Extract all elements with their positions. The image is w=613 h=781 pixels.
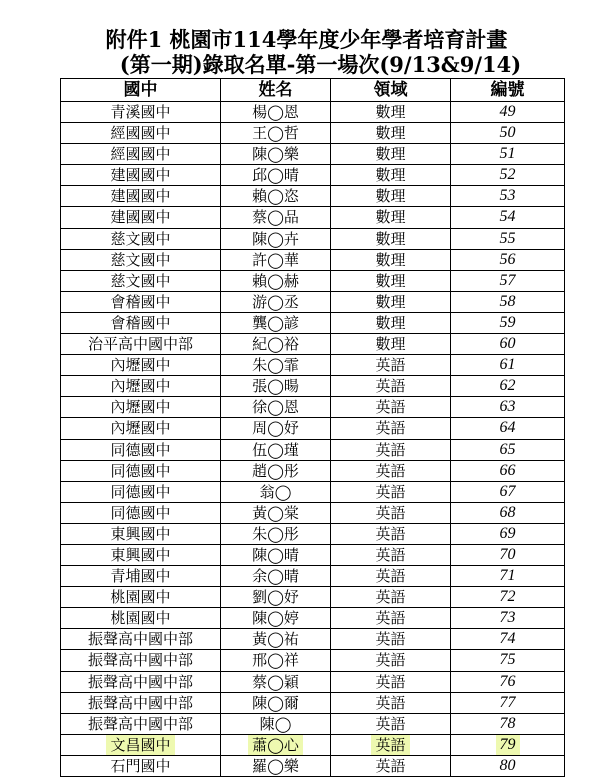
name-cell-text: 賴◯赫 [252, 271, 299, 290]
number-cell-text: 70 [499, 545, 516, 563]
school-cell-text: 建國國中 [110, 208, 171, 227]
name-cell [221, 292, 331, 312]
field-cell-text: 數理 [375, 292, 406, 311]
number-cell [451, 672, 564, 692]
number-cell [451, 440, 564, 460]
school-cell-text: 會稽國中 [110, 313, 171, 332]
field-cell-text: 英語 [375, 672, 406, 691]
number-cell [451, 144, 564, 164]
number-cell-text: 68 [499, 503, 516, 521]
name-cell [221, 735, 331, 755]
table-row [61, 271, 564, 292]
school-cell [61, 672, 221, 692]
name-cell [221, 144, 331, 164]
field-cell [331, 334, 451, 354]
school-cell [61, 207, 221, 227]
name-cell-text: 張◯暘 [252, 377, 299, 396]
field-cell-text: 數理 [375, 208, 406, 227]
table-row [61, 102, 564, 123]
number-cell-text: 49 [499, 103, 516, 120]
table-row [61, 165, 564, 186]
name-cell [221, 693, 331, 713]
school-cell [61, 714, 221, 734]
number-cell [451, 376, 564, 396]
number-cell-text: 58 [499, 292, 516, 310]
table-row [61, 650, 564, 671]
header-school: 國中 [61, 79, 221, 101]
school-cell [61, 355, 221, 375]
number-cell [451, 271, 564, 291]
number-cell [451, 756, 564, 776]
school-cell [61, 629, 221, 649]
number-cell-text: 65 [499, 440, 516, 458]
field-cell [331, 313, 451, 333]
table-row [61, 566, 564, 587]
number-cell [451, 524, 564, 544]
name-cell [221, 756, 331, 776]
number-cell-text: 51 [499, 145, 516, 163]
table-row [61, 461, 564, 482]
table-row [61, 545, 564, 566]
name-cell-text: 楊◯恩 [252, 103, 299, 121]
school-cell [61, 735, 221, 755]
field-cell [331, 461, 451, 481]
field-cell-text: 英語 [375, 714, 406, 733]
header-field: 領域 [331, 79, 451, 101]
name-cell [221, 207, 331, 227]
number-cell-text: 52 [499, 166, 516, 184]
field-cell [331, 102, 451, 122]
field-cell [331, 503, 451, 523]
school-cell-text: 振聲高中國中部 [87, 693, 193, 712]
name-cell-text: 翁◯ [259, 482, 292, 501]
name-cell-text: 陳◯婷 [252, 609, 299, 628]
number-cell-text: 63 [499, 398, 516, 416]
field-cell [331, 545, 451, 565]
field-cell [331, 608, 451, 628]
table-row [61, 503, 564, 524]
name-cell-text: 游◯丞 [252, 292, 299, 311]
name-cell-text: 陳◯爾 [252, 693, 299, 712]
name-cell [221, 672, 331, 692]
school-cell [61, 292, 221, 312]
school-cell [61, 524, 221, 544]
school-cell-text: 內壢國中 [110, 398, 171, 417]
field-cell [331, 123, 451, 143]
school-cell-text: 青溪國中 [110, 103, 171, 121]
table-row [61, 735, 564, 756]
number-cell-text: 74 [499, 630, 516, 648]
number-cell-text: 67 [499, 482, 516, 500]
name-cell-text: 賴◯恣 [252, 187, 299, 206]
document-title: 附件1 桃園市114學年度少年學者培育計畫 [105, 27, 508, 52]
number-cell-text: 57 [499, 271, 516, 289]
field-cell-text: 英語 [375, 545, 406, 564]
number-cell [451, 566, 564, 586]
school-cell-text: 振聲高中國中部 [87, 672, 193, 691]
field-cell [331, 587, 451, 607]
name-cell [221, 250, 331, 270]
number-cell [451, 123, 564, 143]
number-cell [451, 207, 564, 227]
number-cell [451, 292, 564, 312]
field-cell [331, 714, 451, 734]
school-cell [61, 334, 221, 354]
field-cell [331, 292, 451, 312]
name-cell-text: 陳◯樂 [252, 145, 299, 164]
field-cell [331, 376, 451, 396]
school-cell [61, 693, 221, 713]
field-cell [331, 524, 451, 544]
school-cell [61, 376, 221, 396]
field-cell-text: 數理 [375, 313, 406, 332]
field-cell [331, 440, 451, 460]
name-cell [221, 313, 331, 333]
name-cell-text: 黃◯祐 [252, 630, 299, 649]
name-cell [221, 566, 331, 586]
number-cell [451, 482, 564, 502]
school-cell [61, 229, 221, 249]
school-cell-text: 內壢國中 [110, 356, 171, 375]
number-cell [451, 313, 564, 333]
number-cell [451, 650, 564, 670]
field-cell [331, 629, 451, 649]
name-cell-text: 朱◯霏 [252, 356, 299, 375]
name-cell-text: 蔡◯品 [252, 208, 299, 227]
field-cell-text: 英語 [375, 756, 406, 775]
field-cell-text: 英語 [375, 567, 406, 586]
field-cell [331, 250, 451, 270]
name-cell [221, 524, 331, 544]
field-cell [331, 566, 451, 586]
school-cell-text: 慈文國中 [110, 250, 171, 269]
school-cell [61, 144, 221, 164]
field-cell [331, 271, 451, 291]
school-cell-text: 建國國中 [110, 166, 171, 185]
school-cell [61, 165, 221, 185]
name-cell-text: 朱◯彤 [252, 524, 299, 543]
school-cell [61, 186, 221, 206]
field-cell-text: 英語 [375, 482, 406, 501]
table-row [61, 144, 564, 165]
name-cell-text: 陳◯晴 [252, 545, 299, 564]
name-cell-text: 羅◯樂 [252, 756, 299, 775]
name-cell-text: 劉◯妤 [252, 588, 299, 607]
field-cell-text: 數理 [375, 187, 406, 206]
field-cell-text: 數理 [375, 271, 406, 290]
number-cell-text: 64 [499, 419, 516, 437]
field-cell [331, 229, 451, 249]
school-cell-text: 建國國中 [110, 187, 171, 206]
school-cell-text: 桃園國中 [110, 588, 171, 607]
name-cell-text: 陳◯ [259, 714, 292, 733]
number-cell [451, 250, 564, 270]
name-cell-text: 龔◯諺 [252, 313, 299, 332]
number-cell-text: 55 [499, 229, 516, 247]
field-cell [331, 207, 451, 227]
field-cell-text: 英語 [375, 524, 406, 543]
number-cell-text: 79 [496, 735, 520, 755]
field-cell-text: 數理 [375, 229, 406, 248]
number-cell-text: 54 [499, 208, 516, 226]
field-cell-text: 英語 [375, 503, 406, 522]
number-cell-text: 75 [499, 651, 516, 669]
school-cell-text: 治平高中國中部 [87, 335, 193, 354]
field-cell-text: 英語 [375, 693, 406, 712]
number-cell-text: 78 [499, 714, 516, 732]
table-row [61, 376, 564, 397]
number-cell [451, 229, 564, 249]
number-cell [451, 545, 564, 565]
field-cell-text: 英語 [375, 461, 406, 480]
table-row [61, 123, 564, 144]
name-cell [221, 482, 331, 502]
number-cell-text: 61 [499, 356, 516, 374]
school-cell-text: 桃園國中 [110, 609, 171, 628]
name-cell-text: 黃◯棠 [252, 503, 299, 522]
field-cell-text: 數理 [375, 103, 406, 121]
field-cell [331, 397, 451, 417]
field-cell-text: 英語 [371, 735, 409, 755]
table-row [61, 418, 564, 439]
field-cell [331, 482, 451, 502]
number-cell [451, 629, 564, 649]
table-row [61, 629, 564, 650]
name-cell [221, 650, 331, 670]
school-cell-text: 同德國中 [110, 482, 171, 501]
table-row [61, 608, 564, 629]
field-cell-text: 英語 [375, 630, 406, 649]
header-number: 編號 [490, 80, 525, 100]
field-cell [331, 144, 451, 164]
school-cell-text: 慈文國中 [110, 271, 171, 290]
school-cell [61, 461, 221, 481]
table-row [61, 672, 564, 693]
school-cell [61, 650, 221, 670]
name-cell-text: 趙◯彤 [252, 461, 299, 480]
number-cell-text: 76 [499, 672, 516, 690]
school-cell [61, 482, 221, 502]
field-cell [331, 355, 451, 375]
school-cell [61, 608, 221, 628]
number-cell [451, 165, 564, 185]
name-cell-text: 余◯晴 [252, 567, 299, 586]
table-row [61, 440, 564, 461]
name-cell-text: 邢◯祥 [252, 651, 299, 670]
number-cell-text: 80 [499, 756, 516, 774]
field-cell-text: 數理 [375, 145, 406, 164]
name-cell-text: 蕭◯心 [248, 735, 303, 755]
table-row [61, 714, 564, 735]
name-cell-text: 許◯華 [252, 250, 299, 269]
table-row [61, 756, 564, 777]
school-cell-text: 內壢國中 [110, 419, 171, 438]
school-cell-text: 同德國中 [110, 440, 171, 459]
number-cell [451, 714, 564, 734]
school-cell [61, 587, 221, 607]
field-cell-text: 英語 [375, 398, 406, 417]
school-cell-text: 振聲高中國中部 [87, 714, 193, 733]
school-cell [61, 123, 221, 143]
name-cell-text: 徐◯恩 [252, 398, 299, 417]
number-cell-text: 69 [499, 524, 516, 542]
number-cell [451, 355, 564, 375]
field-cell-text: 數理 [375, 250, 406, 269]
field-cell [331, 418, 451, 438]
field-cell-text: 英語 [375, 356, 406, 375]
table-row [61, 292, 564, 313]
school-cell-text: 振聲高中國中部 [87, 651, 193, 670]
table-row [61, 693, 564, 714]
field-cell-text: 英語 [375, 440, 406, 459]
name-cell [221, 714, 331, 734]
table-row [61, 186, 564, 207]
name-cell-text: 紀◯裕 [252, 335, 299, 354]
school-cell-text: 石門國中 [110, 756, 171, 775]
table-row [61, 355, 564, 376]
school-cell-text: 慈文國中 [110, 229, 171, 248]
name-cell [221, 123, 331, 143]
school-cell [61, 566, 221, 586]
document-subtitle: (第一期)錄取名單-第一場次(9/13&9/14) [119, 52, 522, 77]
name-cell-text: 蔡◯穎 [252, 672, 299, 691]
school-cell [61, 250, 221, 270]
name-cell [221, 440, 331, 460]
table-row [61, 313, 564, 334]
name-cell [221, 461, 331, 481]
admission-list-table [60, 78, 565, 777]
number-cell [451, 503, 564, 523]
school-cell [61, 418, 221, 438]
school-cell [61, 313, 221, 333]
number-cell [451, 397, 564, 417]
name-cell [221, 229, 331, 249]
table-row [61, 397, 564, 418]
name-cell [221, 165, 331, 185]
school-cell [61, 271, 221, 291]
field-cell-text: 數理 [375, 335, 406, 354]
number-cell [451, 102, 564, 122]
field-cell-text: 英語 [375, 419, 406, 438]
name-cell [221, 271, 331, 291]
field-cell-text: 數理 [375, 124, 406, 143]
school-cell [61, 756, 221, 776]
number-cell [451, 693, 564, 713]
school-cell-text: 東興國中 [110, 524, 171, 543]
number-cell-text: 73 [499, 609, 516, 627]
name-cell [221, 334, 331, 354]
name-cell [221, 418, 331, 438]
number-cell-text: 56 [499, 250, 516, 268]
table-row [61, 524, 564, 545]
table-row [61, 587, 564, 608]
name-cell [221, 376, 331, 396]
table-row [61, 229, 564, 250]
school-cell-text: 同德國中 [110, 503, 171, 522]
school-cell [61, 102, 221, 122]
number-cell-text: 77 [499, 693, 516, 711]
name-cell [221, 545, 331, 565]
school-cell [61, 397, 221, 417]
number-cell [451, 334, 564, 354]
school-cell-text: 經國國中 [110, 145, 171, 164]
number-cell [451, 735, 564, 755]
table-row [61, 482, 564, 503]
field-cell [331, 672, 451, 692]
field-cell-text: 英語 [375, 377, 406, 396]
school-cell-text: 同德國中 [110, 461, 171, 480]
number-cell-text: 50 [499, 124, 516, 142]
field-cell-text: 英語 [375, 609, 406, 628]
school-cell-text: 會稽國中 [110, 292, 171, 311]
school-cell-text: 青埔國中 [110, 567, 171, 586]
table-body [61, 102, 564, 777]
school-cell [61, 440, 221, 460]
school-cell [61, 503, 221, 523]
field-cell [331, 735, 451, 755]
number-cell-text: 72 [499, 588, 516, 606]
school-cell-text: 東興國中 [110, 545, 171, 564]
name-cell [221, 355, 331, 375]
name-cell [221, 102, 331, 122]
name-cell-text: 伍◯瑾 [252, 440, 299, 459]
number-cell-text: 60 [499, 335, 516, 353]
name-cell-text: 王◯哲 [252, 124, 299, 143]
number-cell [451, 587, 564, 607]
number-cell [451, 608, 564, 628]
name-cell [221, 608, 331, 628]
name-cell-text: 邱◯晴 [252, 166, 299, 185]
field-cell [331, 165, 451, 185]
school-cell-text: 振聲高中國中部 [87, 630, 193, 649]
table-header-row [61, 79, 564, 102]
name-cell [221, 503, 331, 523]
name-cell [221, 397, 331, 417]
number-cell-text: 53 [499, 187, 516, 205]
table-row [61, 207, 564, 228]
table-row [61, 334, 564, 355]
name-cell-text: 陳◯卉 [252, 229, 299, 248]
field-cell-text: 英語 [375, 588, 406, 607]
number-cell-text: 59 [499, 313, 516, 331]
table-row [61, 250, 564, 271]
number-cell-text: 71 [499, 567, 516, 585]
school-cell-text: 經國國中 [110, 124, 171, 143]
field-cell [331, 756, 451, 776]
school-cell [61, 545, 221, 565]
number-cell [451, 186, 564, 206]
field-cell-text: 數理 [375, 166, 406, 185]
field-cell [331, 650, 451, 670]
header-name: 姓名 [221, 79, 331, 101]
school-cell-text: 文昌國中 [106, 735, 174, 755]
name-cell [221, 587, 331, 607]
number-cell-text: 66 [499, 461, 516, 479]
school-cell-text: 內壢國中 [110, 377, 171, 396]
number-cell [451, 418, 564, 438]
field-cell-text: 英語 [375, 651, 406, 670]
name-cell [221, 186, 331, 206]
field-cell [331, 693, 451, 713]
number-cell-text: 62 [499, 377, 516, 395]
number-cell [451, 461, 564, 481]
field-cell [331, 186, 451, 206]
name-cell-text: 周◯妤 [252, 419, 299, 438]
name-cell [221, 629, 331, 649]
